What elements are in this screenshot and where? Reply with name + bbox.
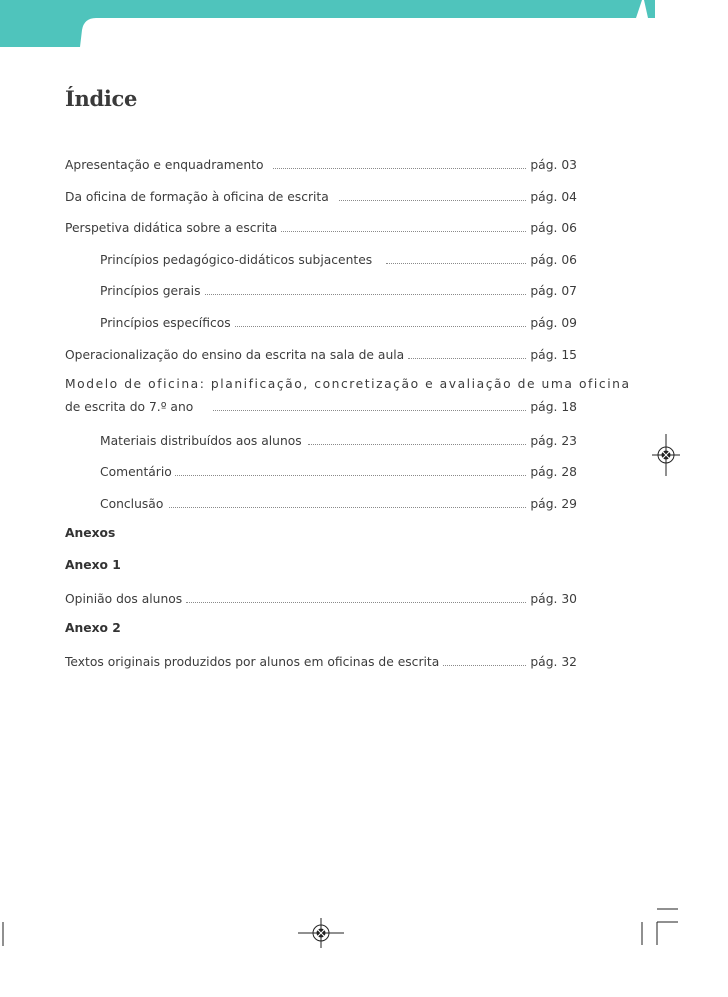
- toc-entry-operacionalizacao[interactable]: [65, 343, 577, 363]
- dot-leader: [443, 664, 526, 666]
- dot-leader: [169, 506, 526, 508]
- toc-entry-label-line1: Modelo de oficina: planificação, concretização e avaliação de uma oficina: [65, 377, 631, 391]
- toc-entry-textos-originais[interactable]: [65, 650, 577, 670]
- toc-entry-comentario[interactable]: [100, 460, 577, 480]
- toc-entry-label: Perspetiva didática sobre a escrita: [65, 221, 278, 235]
- dot-leader: [186, 601, 526, 603]
- dot-leader: [339, 199, 527, 201]
- toc-entry-label: Operacionalização do ensino da escrita na sala de aula: [65, 348, 405, 362]
- toc-entry-page: pág. 32: [530, 655, 577, 669]
- toc-entry-page: pág. 03: [530, 158, 577, 172]
- dot-leader: [205, 293, 527, 295]
- toc-entry-label: Princípios específicos: [100, 316, 231, 330]
- dot-leader: [175, 474, 527, 476]
- toc-entry-page: pág. 18: [530, 400, 577, 414]
- toc-entry-page: pág. 15: [530, 348, 577, 362]
- toc-entry-perspetiva[interactable]: [65, 216, 577, 236]
- toc-entry-page: pág. 29: [530, 497, 577, 511]
- toc-entry-page: pág. 07: [530, 284, 577, 298]
- toc-entry-label: Conclusão: [100, 497, 164, 511]
- toc-entry-page: pág. 30: [530, 592, 577, 606]
- toc-entry-oficina-formacao[interactable]: [65, 185, 577, 205]
- registration-mark-icon: [652, 434, 680, 476]
- toc-entry-page: pág. 28: [530, 465, 577, 479]
- crop-mark-icon: [0, 910, 20, 950]
- toc-entry-materiais[interactable]: [100, 429, 577, 449]
- dot-leader: [281, 230, 526, 232]
- toc-entry-label: Apresentação e enquadramento: [65, 158, 264, 172]
- toc-entry-label: Materiais distribuídos aos alunos: [100, 434, 302, 448]
- page-title: Índice: [65, 86, 138, 111]
- toc-entry-label: Princípios pedagógico-didáticos subjacentes: [100, 253, 373, 267]
- dot-leader: [408, 357, 526, 359]
- heading-anexo-1: Anexo 1: [65, 558, 121, 572]
- header-band: [0, 0, 728, 50]
- dot-leader: [273, 167, 526, 169]
- toc-entry-label: Opinião dos alunos: [65, 592, 183, 606]
- toc-entry-conclusao[interactable]: [100, 492, 577, 512]
- toc-entry-page: pág. 06: [530, 221, 577, 235]
- toc-entry-label: Da oficina de formação à oficina de escrita: [65, 190, 329, 204]
- toc-entry-apresentacao[interactable]: [65, 153, 577, 173]
- toc-entry-page: pág. 23: [530, 434, 577, 448]
- toc-entry-label: Textos originais produzidos por alunos em oficinas de escrita: [65, 655, 440, 669]
- toc-entry-principios-pedagogicos[interactable]: [100, 248, 577, 268]
- registration-mark-icon: [298, 918, 344, 948]
- crop-mark-icon: [630, 905, 686, 950]
- dot-leader: [213, 409, 526, 411]
- toc-entry-page: pág. 04: [530, 190, 577, 204]
- heading-anexos: Anexos: [65, 526, 116, 540]
- dot-leader: [235, 325, 527, 327]
- heading-anexo-2: Anexo 2: [65, 621, 121, 635]
- toc-entry-label: Princípios gerais: [100, 284, 201, 298]
- toc-entry-opiniao-alunos[interactable]: [65, 587, 577, 607]
- toc-entry-label: Comentário: [100, 465, 172, 479]
- toc-entry-principios-especificos[interactable]: [100, 311, 577, 331]
- dot-leader: [386, 262, 526, 264]
- toc-entry-principios-gerais[interactable]: [100, 279, 577, 299]
- dot-leader: [308, 443, 527, 445]
- toc-entry-modelo-oficina[interactable]: [65, 376, 631, 415]
- toc-entry-page: pág. 06: [530, 253, 577, 267]
- toc-entry-page: pág. 09: [530, 316, 577, 330]
- toc-entry-label-line2: de escrita do 7.º ano: [65, 400, 194, 414]
